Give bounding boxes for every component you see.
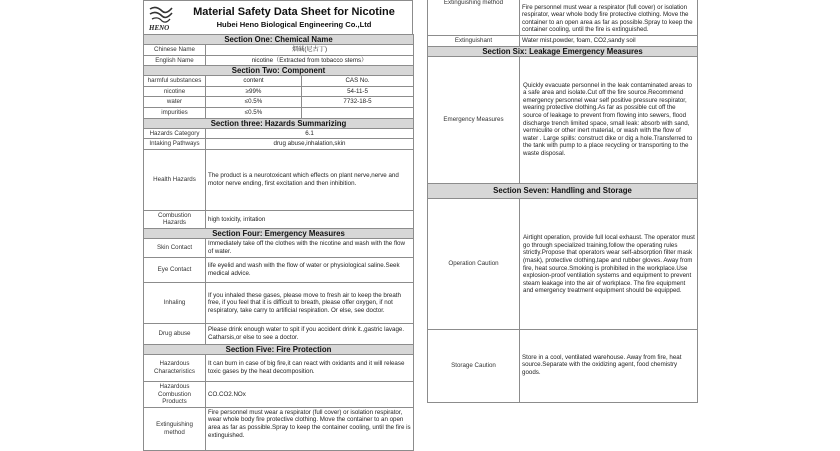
table-cell: 54-11-5 (302, 86, 414, 97)
section-three-header (144, 118, 414, 128)
table-cell: 7732-18-5 (302, 97, 414, 108)
row-value: 烟碱(尼古丁) (206, 45, 414, 56)
row-value: Airtight operation, provide full local exhaust. The operator must go through specialized training,follow the operating rules strictly.Propose that operators wear self-absorption filter mask (mask), protective clothing,tape and rubber gloves. Away from fire, heat source.Smoking is prohibited in the workplace.Use explosion-proof ventilation systems and equipment to prevent steam leakage into the air of workplace. The fire equipment and emergency treatment equipment should be equipped. (520, 198, 698, 329)
msds-table-right (427, 0, 698, 403)
row-label: Operation Caution (428, 198, 520, 329)
table-row (144, 76, 414, 87)
table-row (428, 0, 698, 36)
row-value: It can burn in case of big fire,it can react with oxidants and it will release toxic gases by the heat decomposition. (206, 354, 414, 381)
section-title: Section three: Hazards Summarizing (144, 118, 414, 128)
column-header: harmful substances (144, 76, 206, 87)
row-label: Eye Contact (144, 257, 206, 282)
row-value: CO.CO2.NOx (206, 381, 414, 407)
table-row (144, 381, 414, 407)
table-cell: ≤0.5% (206, 107, 302, 118)
table-row (428, 36, 698, 47)
row-value: The product is a neurotoxicant which effects on plant nerve,nerve and motor nerve ending, first excitation and then inhibition. (206, 149, 414, 210)
row-label: Inhaling (144, 282, 206, 323)
section-five-header (144, 344, 414, 354)
section-two-header (144, 66, 414, 76)
table-row (144, 149, 414, 210)
table-row (144, 407, 414, 450)
table-row (144, 107, 414, 118)
row-label: Intaking Pathways (144, 139, 206, 150)
table-row (144, 282, 414, 323)
column-header: content (206, 76, 302, 87)
row-label: Drug abuse (144, 323, 206, 344)
table-row (144, 210, 414, 228)
section-title: Section Seven: Handling and Storage (428, 183, 698, 198)
row-label: Extinguishing method (428, 0, 520, 36)
table-cell: nicotine (144, 86, 206, 97)
section-seven-header (428, 183, 698, 198)
row-value: life eyelid and wash with the flow of water or physiological saline.Seek medical advice. (206, 257, 414, 282)
table-row (144, 238, 414, 257)
row-label: English Name (144, 55, 206, 66)
table-row (144, 128, 414, 139)
section-six-header (428, 46, 698, 56)
row-value: Water mist,powder, foam, CO2,sandy soil (520, 36, 698, 47)
table-cell: ≥99% (206, 86, 302, 97)
row-label: Extinguishant (428, 36, 520, 47)
table-row (144, 354, 414, 381)
msds-page-right (427, 0, 697, 400)
row-label: Hazardous Combustion Products (144, 381, 206, 407)
table-row (144, 55, 414, 66)
logo-text: HENO (149, 24, 170, 32)
row-value: Fire personnel must wear a respirator (full cover) or isolation respirator, wear whole body fire protective clothing. Move the container to an open area as far as possible.Spray to keep the container cooling, until the fire is extinguished. (206, 407, 414, 450)
row-label: Health Hazards (144, 149, 206, 210)
row-value: Store in a cool, ventilated warehouse. Away from fire, heat source.Separate with the oxidizing agent, food chemistry goods. (520, 329, 698, 402)
column-header: CAS No. (302, 76, 414, 87)
table-row (428, 56, 698, 183)
row-value: drug abuse,inhalation,skin (206, 139, 414, 150)
row-value: Quickly evacuate personnel in the leak contaminated areas to a safe area and isolate.Cut off the fire source.Recommend emergency personnel wear self positive pressure respirator, wearing protective clothing.As far as possible cut off the source of leakage to prevent from flowing into sewers, flood discharge trench limited space, small leak: absorb with sand, vermiculite or other inert material, or wash with the flow of water . Large spills: construct dike or dig a hole.Transferred to the tank with pump to a place recycling or transporting to the waste disposal. (520, 56, 698, 183)
section-title: Section One: Chemical Name (144, 35, 414, 45)
document-header (143, 0, 413, 34)
table-cell: water (144, 97, 206, 108)
row-value: Fire personnel must wear a respirator (full cover) or isolation respirator, wear whole body fire protective clothing. Move the container to an open area as far as possible.Spray to keep the container cooling, until the fire is extinguished. (520, 0, 698, 36)
section-title: Section Five: Fire Protection (144, 344, 414, 354)
row-value: If you inhaled these gases, please move to fresh air to keep the breath free, if you feel that it is difficult to breath, please offer oxygen, if not respiratory, take carry to artificial respiration. Or else, see doctor. (206, 282, 414, 323)
row-label: Extinguishing method (144, 407, 206, 450)
table-row (144, 323, 414, 344)
row-value: 6.1 (206, 128, 414, 139)
row-label: Skin Contact (144, 238, 206, 257)
table-cell (302, 107, 414, 118)
section-one-header (144, 35, 414, 45)
row-label: Chinese Name (144, 45, 206, 56)
row-label: Hazards Category (144, 128, 206, 139)
row-label: Emergency Measures (428, 56, 520, 183)
table-cell: ≤0.5% (206, 97, 302, 108)
table-cell: impurities (144, 107, 206, 118)
table-row (144, 86, 414, 97)
company-name: Hubei Heno Biological Engineering Co.,Ltd (216, 20, 372, 29)
section-title: Section Two: Component (144, 66, 414, 76)
table-row (144, 97, 414, 108)
table-row (428, 329, 698, 402)
table-row (428, 198, 698, 329)
section-four-header (144, 228, 414, 238)
row-label: Hazardous Characteristics (144, 354, 206, 381)
section-title: Section Four: Emergency Measures (144, 228, 414, 238)
msds-page-left (143, 0, 413, 439)
table-row (144, 45, 414, 56)
row-value: high toxicity, irritation (206, 210, 414, 228)
msds-table-left (143, 34, 414, 451)
row-value: nicotine（Extracted from tobacco stems） (206, 55, 414, 66)
document-title: Material Safety Data Sheet for Nicotine (193, 6, 395, 18)
table-row (144, 139, 414, 150)
section-title: Section Six: Leakage Emergency Measures (428, 46, 698, 56)
row-label: Storage Caution (428, 329, 520, 402)
row-label: Combustion Hazards (144, 210, 206, 228)
table-row (144, 257, 414, 282)
row-value: Please drink enough water to spit if you accident drink it.,gastric lavage. Catharsis,or else to see a doctor. (206, 323, 414, 344)
row-value: Immediately take off the clothes with the nicotine and wash with the flow of water. (206, 238, 414, 257)
heno-logo (146, 3, 176, 32)
